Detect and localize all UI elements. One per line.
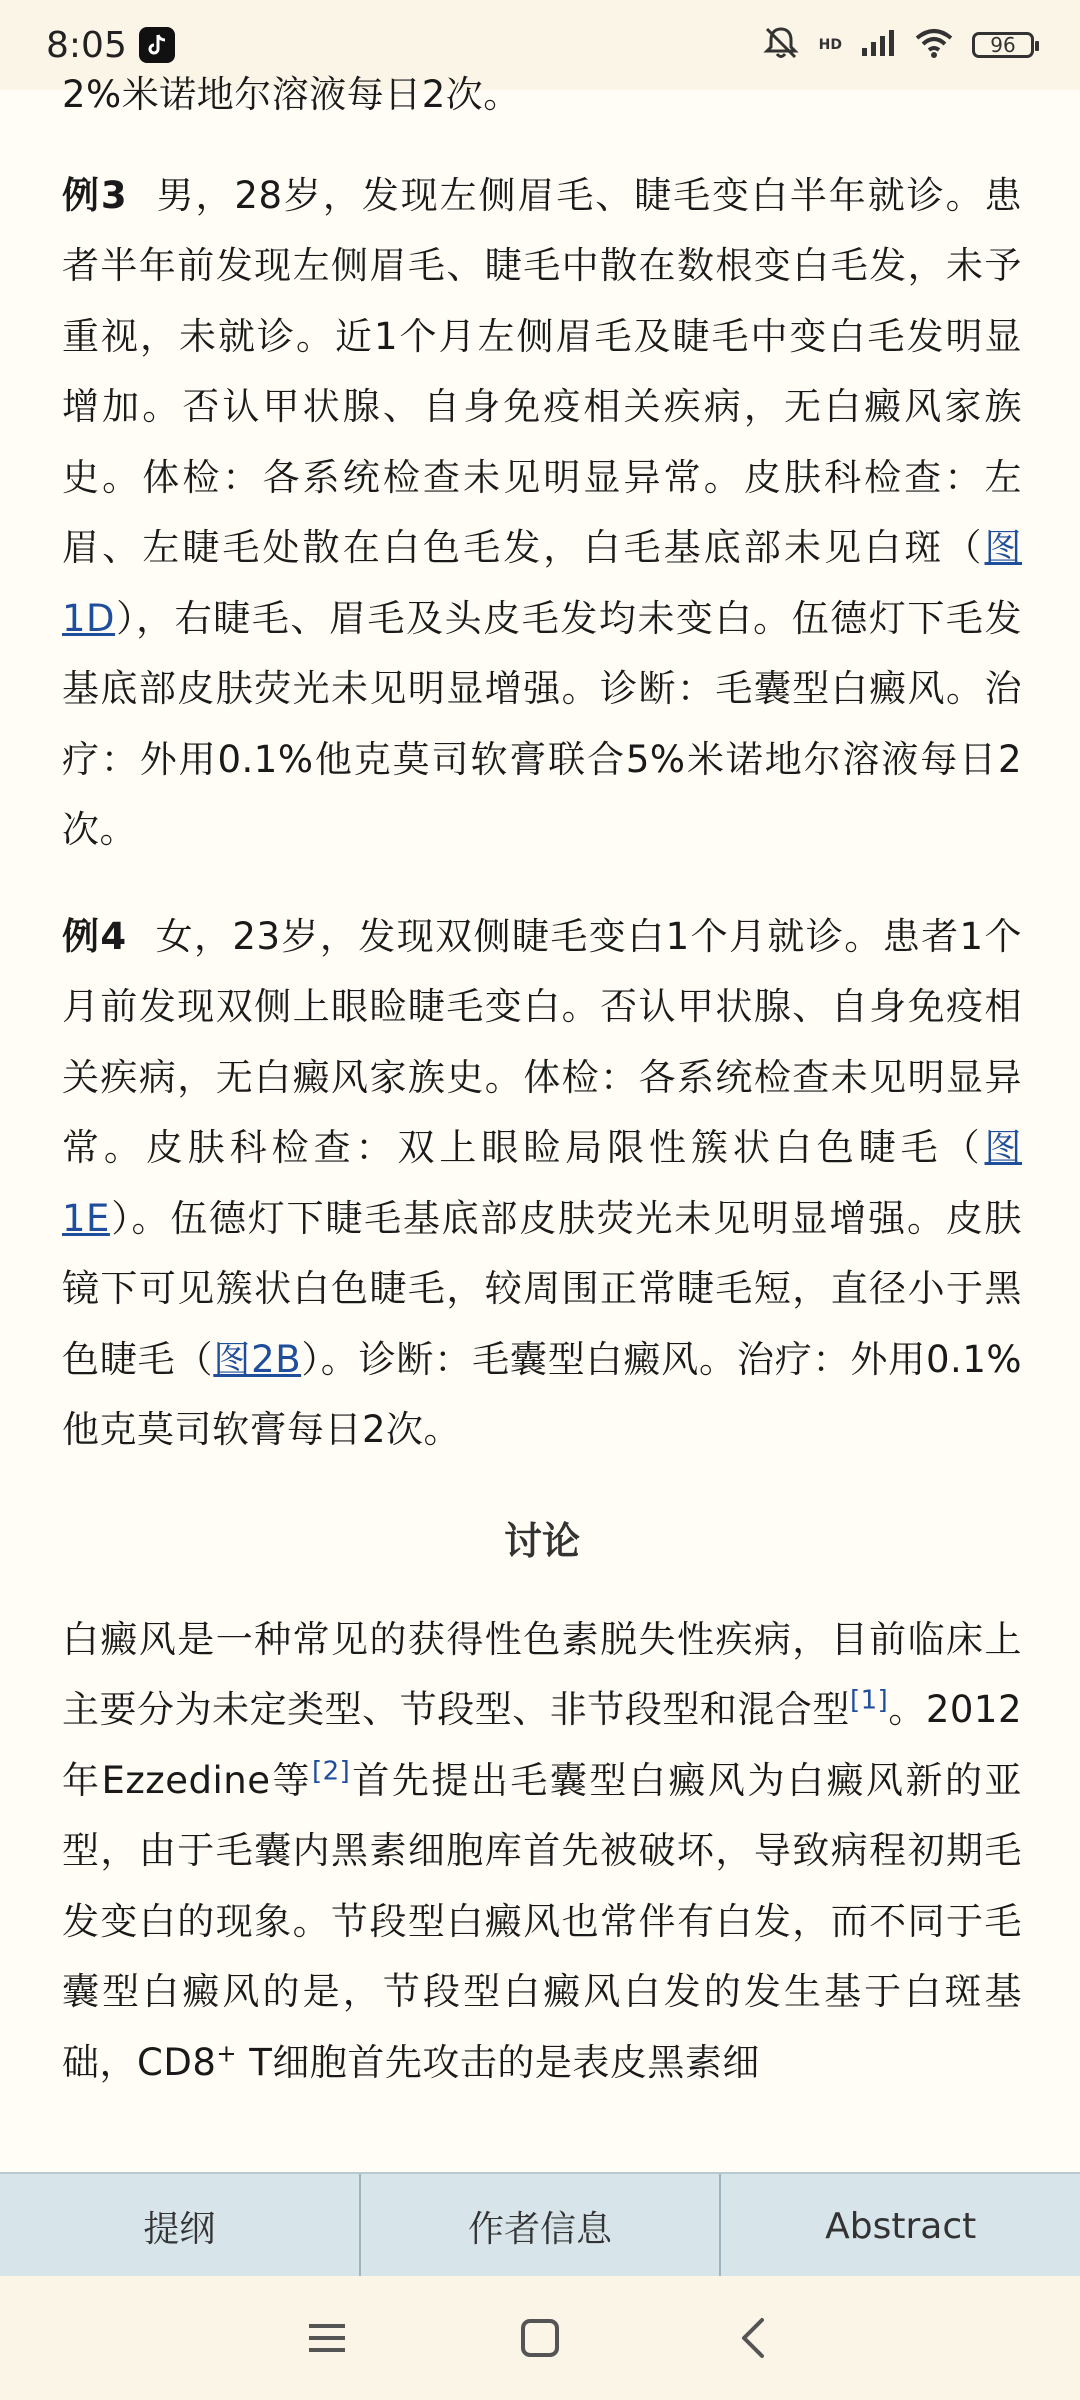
case-4-paragraph — [62, 902, 1022, 1466]
bottom-tab-bar — [0, 2172, 1080, 2278]
article-content — [62, 0, 1022, 2170]
reference-2-link[interactable]: [2] — [312, 1756, 351, 1787]
discussion-heading: 讨论 — [503, 1518, 580, 1563]
hd-badge: HD — [818, 37, 842, 53]
discussion-text-c: 首先提出毛囊型白癜风为白癜风新的亚型，由于毛囊内黑素细胞库首先被破坏，导致病程初期毛发变白的现象。节段型白癜风也常伴有白发，而不同于毛囊型白癜风的是，节段型白癜风白发的发生基于白斑基础，CD8 — [62, 1758, 1022, 2084]
battery-indicator: 96 — [972, 32, 1034, 58]
system-nav-bar — [0, 2276, 1080, 2400]
clock: 8:05 — [46, 24, 127, 66]
case-3-paragraph — [62, 161, 1022, 866]
case-4-text-a: 女，23岁，发现双侧睫毛变白1个月就诊。患者1个月前发现双侧上眼睑睫毛变白。否认甲状腺、自身免疫相关疾病，无白癜风家族史。体检：各系统检查未见明显异常。皮肤科检查：双上眼睑局限性簇状白色睫毛（ — [62, 914, 1022, 1169]
discussion-paragraph — [62, 1605, 1022, 2099]
superscript-plus: + — [216, 2039, 237, 2068]
reference-1-link[interactable]: [1] — [849, 1685, 889, 1716]
tab-outline[interactable]: 提纲 — [0, 2174, 361, 2278]
partial-line: 2%米诺地尔溶液每日2次。 — [62, 73, 521, 116]
discussion-text-d: T细胞首先攻击的是表皮黑素细 — [236, 2040, 760, 2084]
discussion-text-a: 白癜风是一种常见的获得性色素脱失性疾病，目前临床上主要分为未定类型、节段型、非节段型和混合型 — [62, 1617, 1022, 1731]
menu-icon[interactable] — [297, 2308, 357, 2368]
back-icon[interactable] — [723, 2308, 783, 2368]
tab-abstract[interactable]: Abstract — [825, 2205, 977, 2247]
tab-author-info[interactable]: 作者信息 — [361, 2174, 722, 2278]
figure-2b-link[interactable]: 图2B — [213, 1337, 302, 1381]
case-3-label: 例3 — [62, 173, 128, 217]
case-4-text-c: ）。诊断：毛囊型白癜风。治疗：外用0.1%他克莫司软膏每日2次。 — [62, 1337, 1022, 1451]
case-3-text-a: 男，28岁，发现左侧眉毛、睫毛变白半年就诊。患者半年前发现左侧眉毛、睫毛中散在数根变白毛发，未予重视，未就诊。近1个月左侧眉毛及睫毛中变白毛发明显增加。否认甲状腺、自身免疫相关疾病，无白癜风家族史。体检：各系统检查未见明显异常。皮肤科检查：左眉、左睫毛处散在白色毛发，白毛基底部未见白斑（ — [62, 173, 1022, 569]
case-4-text-b: ）。伍德灯下睫毛基底部皮肤荧光未见明显增强。皮肤镜下可见簇状白色睫毛，较周围正常睫毛短，直径小于黑色睫毛（ — [62, 1196, 1022, 1381]
figure-1d-link[interactable]: 图1D — [62, 526, 1022, 640]
figure-1e-link[interactable]: 图1E — [62, 1126, 1022, 1240]
case-3-text-b: ），右睫毛、眉毛及头皮毛发均未变白。伍德灯下毛发基底部皮肤荧光未见明显增强。诊断：毛囊型白癜风。治疗：外用0.1%他克莫司软膏联合5%米诺地尔溶液每日2次。 — [62, 596, 1022, 851]
case-4-label: 例4 — [62, 914, 127, 958]
discussion-text-b: 。2012年Ezzedine等 — [62, 1688, 1022, 1802]
home-icon[interactable] — [510, 2308, 570, 2368]
